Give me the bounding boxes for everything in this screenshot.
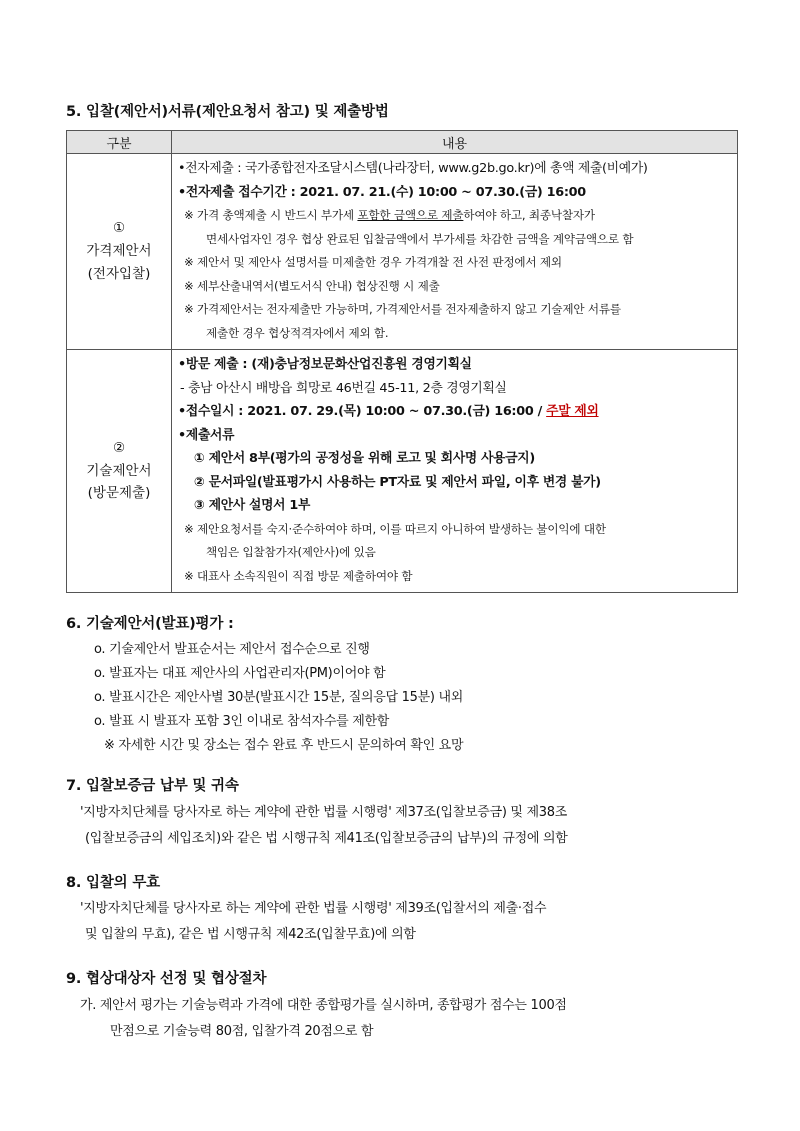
section7-line1: '지방자치단체를 당사자로 하는 계약에 관한 법률 시행령' 제37조(입찰보증금) 및 제38조	[80, 805, 567, 820]
row1-note3: ※ 세부산출내역서(별도서식 안내) 협상진행 시 제출	[184, 278, 440, 293]
table-header-row	[67, 131, 738, 154]
row1-label-line1: 가격제안서	[86, 243, 152, 260]
table-row	[67, 350, 738, 593]
row1-line1: •전자제출 : 국가종합전자조달시스템(나라장터, www.g2b.go.kr)에 총액 제출(비예가)	[178, 161, 648, 176]
section6-title: 6. 기술제안서(발표)평가 :	[66, 616, 234, 632]
submission-table	[66, 130, 738, 593]
row2-label-number: ②	[112, 439, 126, 456]
row2-item2: ② 문서파일(발표평가시 사용하는 PT자료 및 제안서 파일, 이후 변경 불가)	[194, 474, 601, 490]
table-header-category: 구분	[67, 131, 172, 154]
section9-title: 9. 협상대상자 선정 및 협상절차	[66, 971, 267, 987]
row1-note1a	[178, 204, 731, 228]
row1-note4a: ※ 가격제안서는 전자제출만 가능하며, 가격제안서를 전자제출하지 않고 기술제안 서류를	[184, 302, 621, 316]
row2-line4: •제출서류	[178, 427, 235, 443]
list-item: o. 기술제안서 발표순서는 제안서 접수순으로 진행	[94, 642, 370, 657]
list-item: o. 발표자는 대표 제안사의 사업관리자(PM)이어야 함	[94, 666, 386, 681]
section7-line2: (입찰보증금의 세입조치)와 같은 법 시행규칙 제41조(입찰보증금의 납부)의 규정에 의함	[85, 831, 568, 846]
section9-line2: 만점으로 기술능력 80점, 입찰가격 20점으로 함	[110, 1024, 374, 1039]
row1-label-number: ①	[112, 220, 126, 237]
row1-note1a-post: 하여야 하고, 최종낙찰자가	[463, 208, 595, 222]
row1-note2: ※ 제안서 및 제안사 설명서를 미제출한 경우 가격개찰 전 사전 판정에서 제외	[184, 255, 562, 269]
row1-label-line2: (전자입찰)	[87, 265, 151, 282]
section6-note: ※ 자세한 시간 및 장소는 접수 완료 후 반드시 문의하여 확인 요망	[104, 738, 464, 753]
row2-note1b: 책임은 입찰참가자(제안사)에 있음	[206, 545, 376, 559]
row1-note1b: 면세사업자인 경우 협상 완료된 입찰금액에서 부가세를 차감한 금액을 계약금액으로 함	[206, 231, 634, 246]
row2-line2: - 충남 아산시 배방읍 희망로 46번길 45-11, 2층 경영기획실	[180, 380, 507, 396]
row2-label-line2: (방문제출)	[87, 485, 151, 502]
row2-note1a: ※ 제안요청서를 숙지·준수하여야 하며, 이를 따르지 아니하여 발생하는 불이익에 대한	[184, 521, 606, 536]
row1-content	[172, 154, 738, 350]
row2-item1: ① 제안서 8부(평가의 공정성을 위해 로고 및 회사명 사용금지)	[194, 451, 535, 466]
row2-note2: ※ 대표사 소속직원이 직접 방문 제출하여야 함	[184, 568, 413, 583]
row2-content	[172, 350, 738, 593]
list-item: o. 발표 시 발표자 포함 3인 이내로 참석자수를 제한함	[94, 714, 390, 729]
row2-line3-weekend: 주말 제외	[546, 404, 599, 419]
table-row	[67, 154, 738, 350]
section5-title: 5. 입찰(제안서)서류(제안요청서 참고) 및 제출방법	[66, 104, 389, 120]
section7-title: 7. 입찰보증금 납부 및 귀속	[66, 778, 239, 794]
row1-line2: •전자제출 접수기간 : 2021. 07. 21.(수) 10:00 ~ 07.30.(금) 16:00	[178, 184, 586, 200]
row2-line1: •방문 제출 : (재)충남정보문화산업진흥원 경영기획실	[178, 357, 472, 372]
section8-line1: '지방자치단체를 당사자로 하는 계약에 관한 법률 시행령' 제39조(입찰서의 제출·접수	[80, 901, 547, 916]
row2-line3	[178, 400, 731, 424]
row1-note1a-underlined: 포함한 금액으로 제출	[357, 208, 464, 222]
row1-note4b: 제출한 경우 협상적격자에서 제외 함.	[206, 325, 389, 340]
row2-label-line1: 기술제안서	[86, 462, 152, 479]
row2-label	[67, 350, 172, 593]
section9-line1: 가. 제안서 평가는 기술능력과 가격에 대한 종합평가를 실시하며, 종합평가 점수는 100점	[80, 998, 567, 1013]
list-item: o. 발표시간은 제안사별 30분(발표시간 15분, 질의응답 15분) 내외	[94, 690, 463, 705]
section8-line2: 및 입찰의 무효), 같은 법 시행규칙 제42조(입찰무효)에 의함	[85, 927, 416, 942]
section8-title: 8. 입찰의 무효	[66, 875, 160, 891]
table-header-content: 내용	[172, 131, 738, 154]
row2-item3: ③ 제안사 설명서 1부	[194, 498, 311, 513]
row1-note1a-pre: ※ 가격 총액제출 시 반드시 부가세	[184, 208, 358, 222]
row2-line3-text: •접수일시 : 2021. 07. 29.(목) 10:00 ~ 07.30.(금) 16:00 /	[178, 404, 547, 419]
row1-label	[67, 154, 172, 350]
